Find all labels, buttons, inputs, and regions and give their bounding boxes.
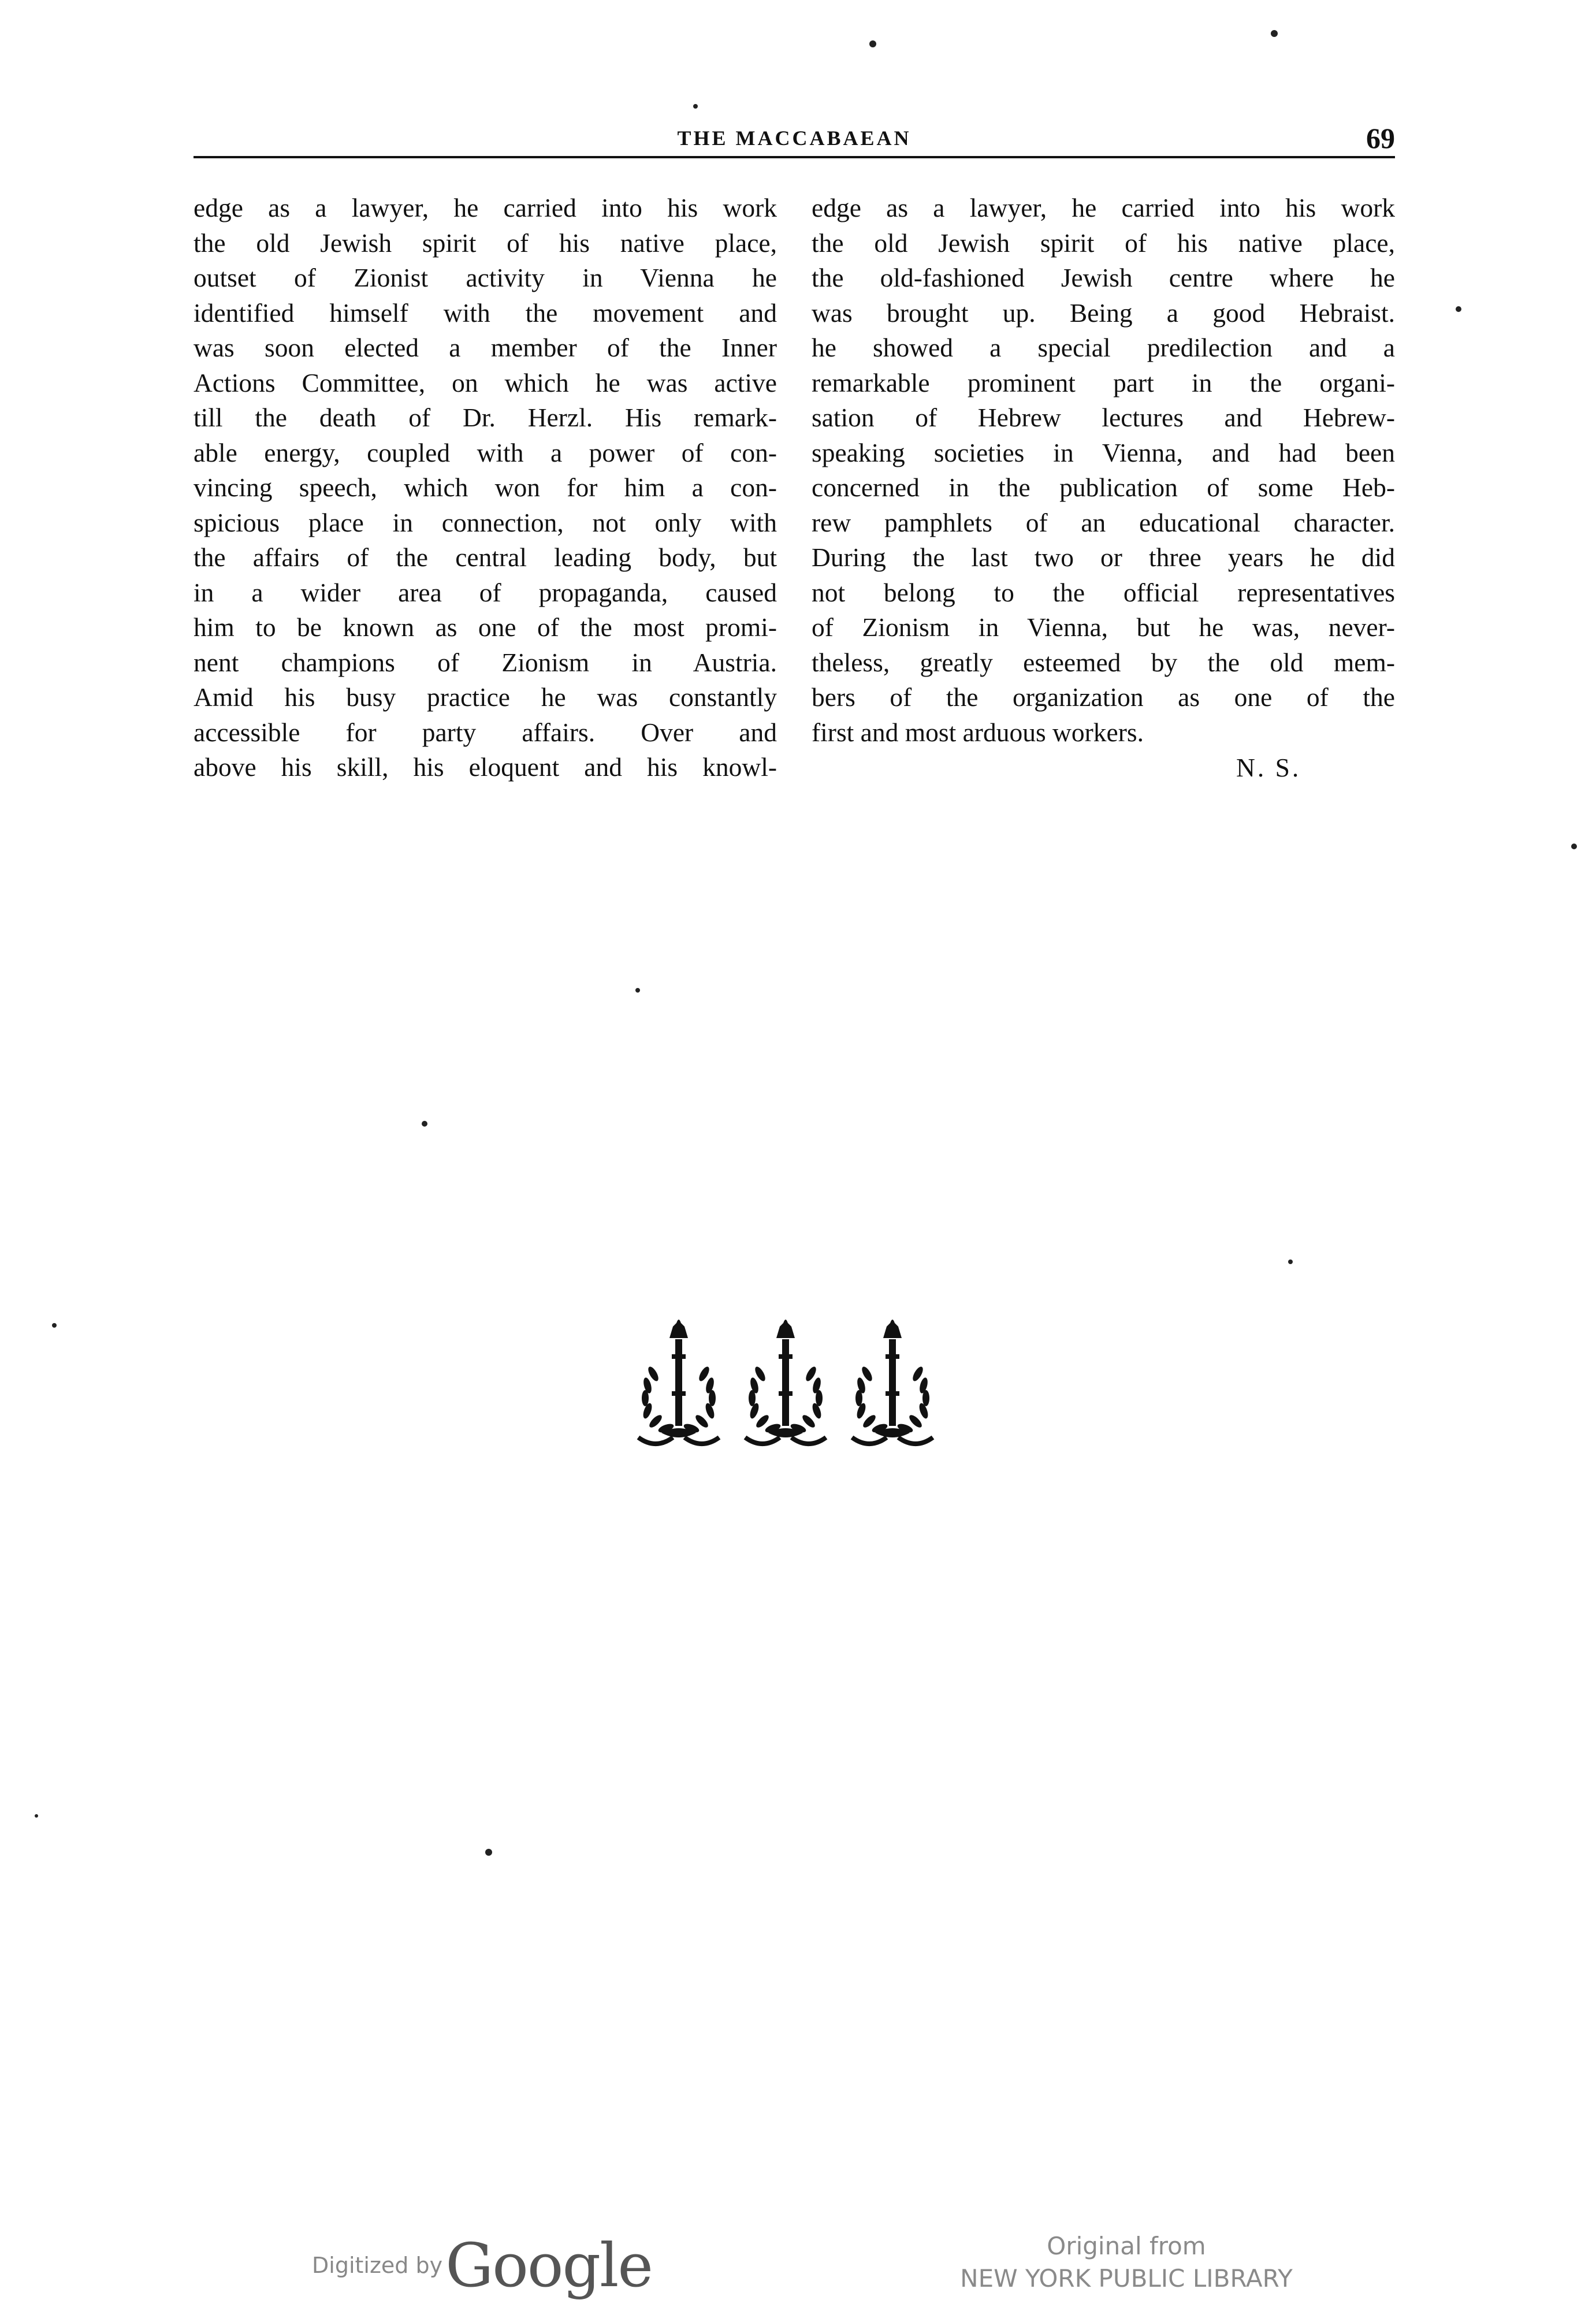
scan-speck [635,988,640,993]
text-line: not belong to the official representatives [812,577,1395,607]
journal-title: THE MACCABAEAN [677,127,912,150]
text-line: above his skill, his eloquent and his knowl- [194,752,777,782]
text-line: accessible for party affairs. Over and [194,717,777,747]
right-column [812,191,1395,750]
scan-speck [35,1814,38,1818]
running-header [194,121,1395,154]
text-line: was soon elected a member of the Inner [194,333,777,362]
scan-speck [485,1849,492,1856]
text-line: theless, greatly esteemed by the old mem- [812,647,1395,677]
digitized-by-label: Digitized by [312,2253,443,2278]
scan-speck [1571,844,1577,849]
scan-speck [693,104,698,109]
text-line: vincing speech, which won for him a con- [194,473,777,502]
scan-speck [1271,30,1278,37]
text-line: sation of Hebrew lectures and Hebrew- [812,403,1395,432]
text-line: During the last two or three years he did [812,543,1395,572]
text-line: nent champions of Zionism in Austria. [194,647,777,677]
author-signature: N. S. [1236,753,1301,782]
text-line: of Zionism in Vienna, but he was, never- [812,612,1395,642]
text-line: speaking societies in Vienna, and had been [812,437,1395,467]
text-line: the affairs of the central leading body, but [194,543,777,572]
left-column [194,191,777,785]
original-from-label: Original from [1047,2232,1206,2260]
text-line: spicious place in connection, not only with [194,507,777,537]
text-line: identified himself with the movement and [194,298,777,328]
text-line: in a wider area of propaganda, caused [194,577,777,607]
text-line: the old Jewish spirit of his native place, [812,228,1395,258]
scan-speck [422,1121,427,1127]
text-line: outset of Zionist activity in Vienna he [194,263,777,292]
header-rule [194,156,1395,158]
text-line: till the death of Dr. Herzl. His remark- [194,403,777,432]
text-line: was brought up. Being a good Hebraist. [812,298,1395,328]
text-line: bers of the organization as one of the [812,682,1395,712]
text-line: rew pamphlets of an educational character. [812,507,1395,537]
text-line: concerned in the publication of some Heb- [812,473,1395,502]
torch-wreath-ornament-icon [624,1311,947,1450]
page-number: 69 [1366,122,1395,154]
scan-speck [1288,1259,1293,1264]
text-line: he showed a special predilection and a [812,333,1395,362]
scan-speck [1456,306,1461,312]
text-line: Amid his busy practice he was constantly [194,682,777,712]
text-line: edge as a lawyer, he carried into his work [812,193,1395,222]
google-logo: Google [445,2230,652,2301]
text-line: the old Jewish spirit of his native place, [194,228,777,258]
text-line: first and most arduous workers. [812,717,1144,747]
text-line: able energy, coupled with a power of con- [194,437,777,467]
library-name: NEW YORK PUBLIC LIBRARY [960,2264,1293,2293]
scan-speck [52,1323,57,1328]
text-line: him to be known as one of the most promi- [194,612,777,642]
source-credit [924,2230,1329,2295]
text-line: edge as a lawyer, he carried into his work [194,193,777,222]
text-line: the old-fashioned Jewish centre where he [812,263,1395,292]
digitized-credit [312,2230,652,2299]
text-line: Actions Committee, on which he was active [194,367,777,397]
scan-speck [869,40,876,47]
text-line: remarkable prominent part in the organi- [812,367,1395,397]
